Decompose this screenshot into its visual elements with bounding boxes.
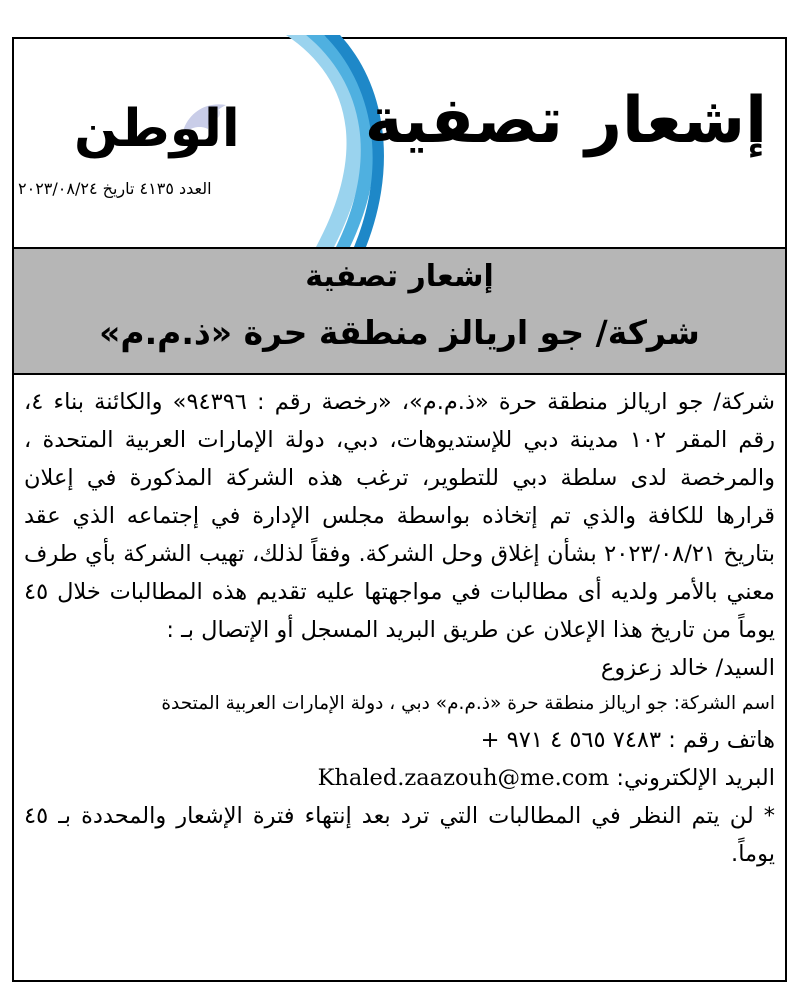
notice-header	[14, 39, 785, 247]
banner-title: إشعار تصفية	[305, 259, 494, 294]
notice-title: إشعار تصفية	[364, 84, 767, 158]
email-label: البريد الإلكتروني:	[616, 765, 775, 791]
newspaper-logo: الوطن	[74, 99, 240, 159]
banner-company: شركة/ جو اريالز منطقة حرة «ذ.م.م»	[99, 313, 700, 352]
note-text: * لن يتم النظر في المطالبات التي ترد بعد إنتهاء فترة الإشعار والمحددة بـ ٤٥ يوماً.	[24, 803, 775, 867]
banner	[14, 247, 785, 375]
contact-person: السيد/ خالد زعزوع	[600, 655, 775, 681]
email-line	[24, 759, 775, 797]
issue-info: العدد ٤١٣٥ تاريخ ٢٠٢٣/٠٨/٢٤	[18, 179, 212, 198]
company-line: اسم الشركة: جو اريالز منطقة حرة «ذ.م.م» دبي ، دولة الإمارات العربية المتحدة	[161, 693, 775, 714]
notice-body	[24, 383, 775, 873]
notice-frame	[12, 37, 787, 982]
phone-line: هاتف رقم : ٧٤٨٣ ٥٦٥ ٤ ٩٧١ +	[480, 727, 775, 753]
notice-paragraph: شركة/ جو اريالز منطقة حرة «ذ.م.م»، «رخصة رقم : ٩٤٣٩٦» والكائنة بناء ٤، رقم المقر ١٠٢ مدينة دبي للإستديوهات، دبي، دولة الإمارات العربية المتحدة ، والمرخصة لدى سلطة دبي للتطوير، ترغب هذه الشركة المذكورة في إعلان قرارها للكافة والذي تم إتخاذه بواسطة مجلس الإدارة في إجتماعه الذي عقد بتاريخ ٢٠٢٣/٠٨/٢١ بشأن إغلاق وحل الشركة. وفقاً لذلك، تهيب الشركة بأي طرف معني بالأمر ولديه أى مطالبات في مواجهتها عليه تقديم هذه المطالبات خلال ٤٥ يوماً من تاريخ هذا الإعلان عن طريق البريد المسجل أو الإتصال بـ :	[24, 389, 776, 643]
email-address[interactable]: Khaled.zaazouh@me.com	[317, 765, 610, 791]
